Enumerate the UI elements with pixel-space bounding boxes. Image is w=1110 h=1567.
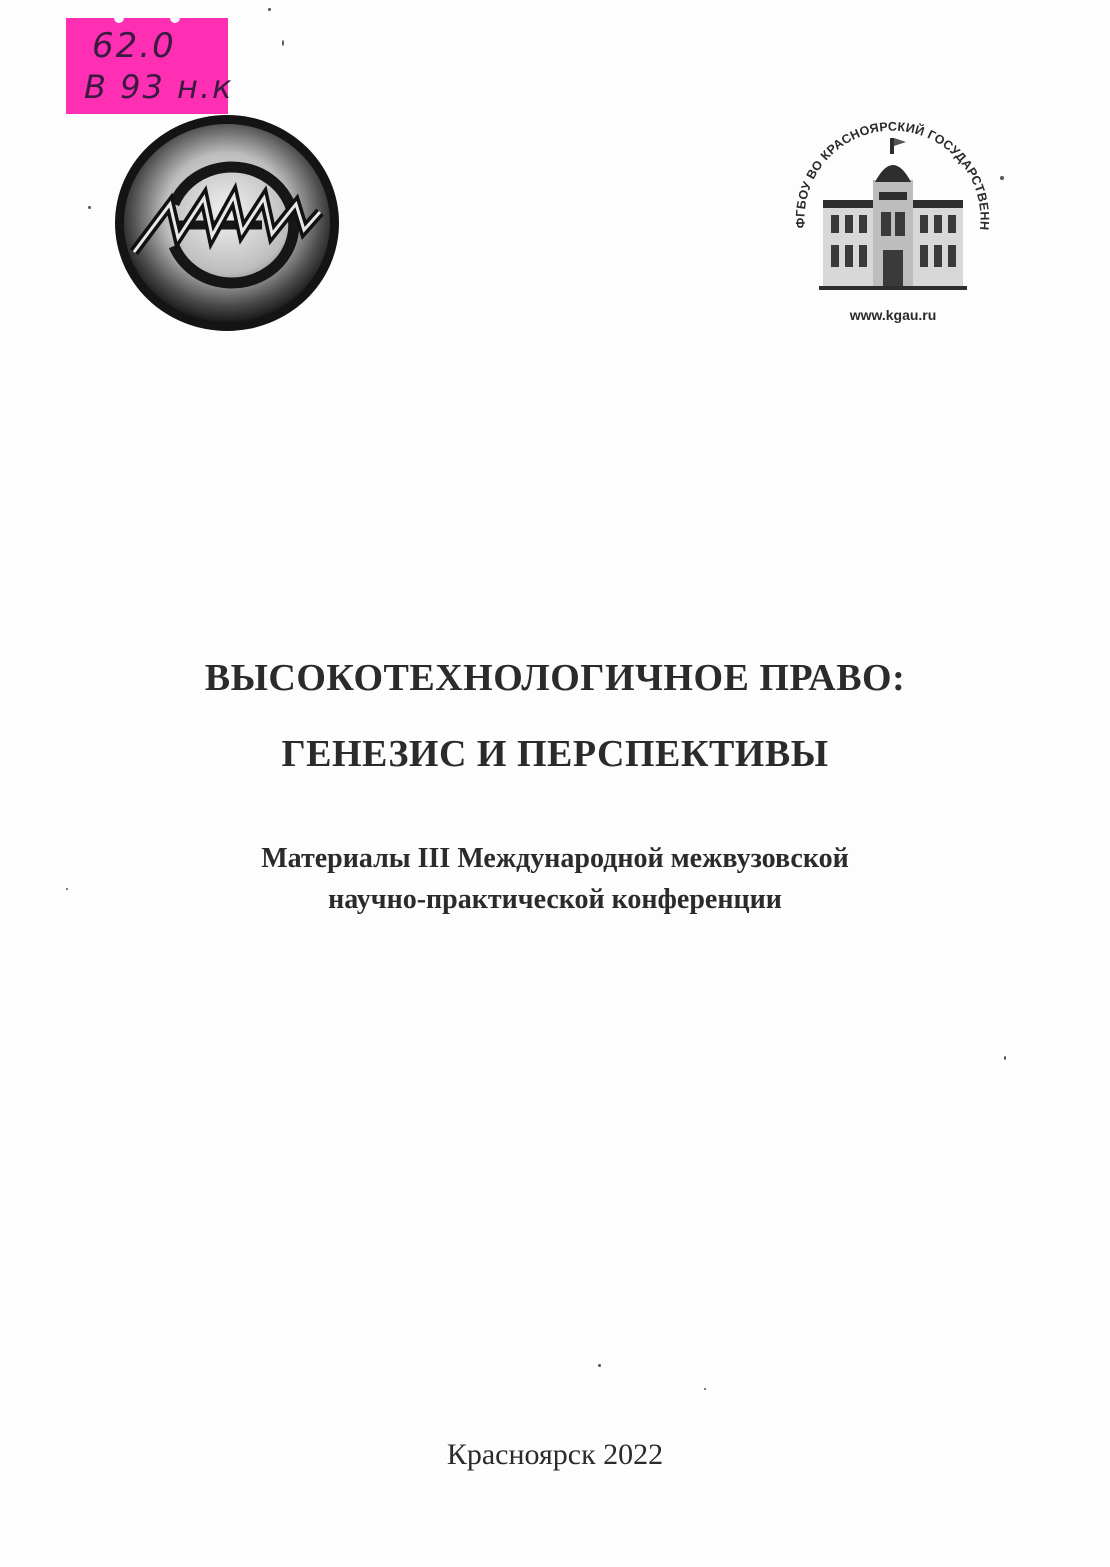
sticker-notch — [114, 13, 124, 23]
scan-speck — [1004, 1056, 1006, 1060]
sticker-code-line1: 62.0 — [92, 26, 176, 66]
page-subtitle-line1: Материалы III Международной межвузовской — [261, 843, 849, 874]
university-seal-icon — [775, 100, 1010, 335]
scan-speck — [268, 8, 271, 11]
scan-speck — [88, 206, 91, 209]
page-title-line2: ГЕНЕЗИС И ПЕРСПЕКТИВЫ — [281, 733, 829, 775]
scan-speck — [598, 1364, 601, 1367]
page-title-line1: ВЫСОКОТЕХНОЛОГИЧНОЕ ПРАВО: — [204, 657, 906, 699]
page-subtitle-line2: научно-практической конференции — [328, 884, 782, 915]
sticker-notch — [170, 13, 180, 23]
sticker-code-line2: B 93 н.к — [84, 68, 234, 106]
seal-url: www.kgau.ru — [849, 307, 937, 323]
scan-speck — [282, 40, 284, 46]
scan-speck — [66, 888, 68, 890]
city-year: Красноярск 2022 — [446, 1438, 664, 1471]
library-sticker — [66, 18, 234, 114]
scan-speck — [1000, 176, 1004, 180]
seal-ring-text: ФГБОУ ВО КРАСНОЯРСКИЙ ГОСУДАРСТВЕНН — [793, 119, 992, 231]
mie-emblem-logo-icon — [112, 112, 342, 334]
scan-speck — [704, 1388, 706, 1390]
